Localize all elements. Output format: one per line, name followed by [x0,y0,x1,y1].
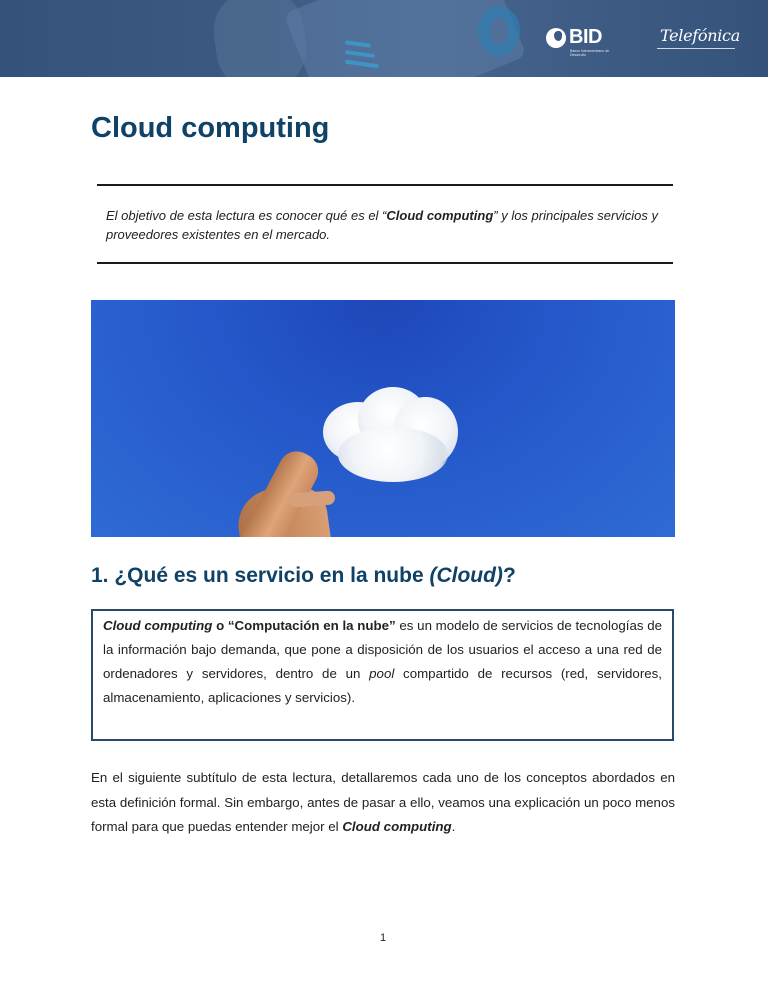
hero-image-cloud [91,300,675,537]
divider-bottom [97,262,673,264]
paragraph-end: . [451,819,456,834]
objective-text [106,206,666,244]
definition-text-part1: es un modelo de servicios de tecnologías de la información bajo demanda, que pone a disposición de los usuarios el acceso a una red de ordenadores y servidores, dentro de un [103,618,662,681]
section-title-prefix: ¿Qué es un servicio en la nube [114,564,430,587]
definition-connector: o [212,618,228,633]
section-number: 1. [91,564,109,587]
page-title: Cloud computing [91,112,330,144]
cloud-graphic [313,382,465,482]
banner-donut-chart-graphic [478,6,520,56]
divider-top [97,184,673,186]
page-number: 1 [380,932,387,944]
objective-suffix: ” y los principales servicios y proveedores existentes en el mercado. [106,208,658,242]
section-title-italic: (Cloud) [429,564,503,587]
definition-term-quoted: “Computación en la nube” [227,618,396,633]
definition-text [103,614,662,710]
definition-box [91,609,674,741]
bid-logo [546,26,610,57]
bid-logo-subtitle: Banco Interamericano de Desarrollo [570,49,610,57]
bid-emblem-icon [546,28,566,48]
definition-term: Cloud computing [103,618,213,633]
paragraph-text: En el siguiente subtítulo de esta lectura, detallaremos cada uno de los conceptos abordados en esta definición formal. Sin embargo, antes de pasar a ello, veamos una explicación un poco menos formal para que puedas entender mejor el [91,770,675,834]
objective-prefix: El objetivo de esta lectura es conocer qué es el “ [106,208,387,223]
telefonica-logo [660,26,740,45]
paragraph-emphasis: Cloud computing [342,819,452,834]
header-banner [0,0,768,77]
telefonica-logo-underline [657,48,735,49]
objective-emphasis: Cloud computing [386,208,494,223]
definition-pool-term: pool [369,666,395,681]
thumb-graphic [289,490,336,507]
bid-logo-text: BID [569,26,602,48]
section-heading [91,564,516,588]
body-paragraph [91,766,675,840]
section-title-suffix: ? [502,564,516,587]
definition-text-part2: compartido de recursos (red, servidores, almacenamiento, aplicaciones y servicios). [103,666,662,705]
telefonica-logo-text: Telefónica [660,26,740,45]
